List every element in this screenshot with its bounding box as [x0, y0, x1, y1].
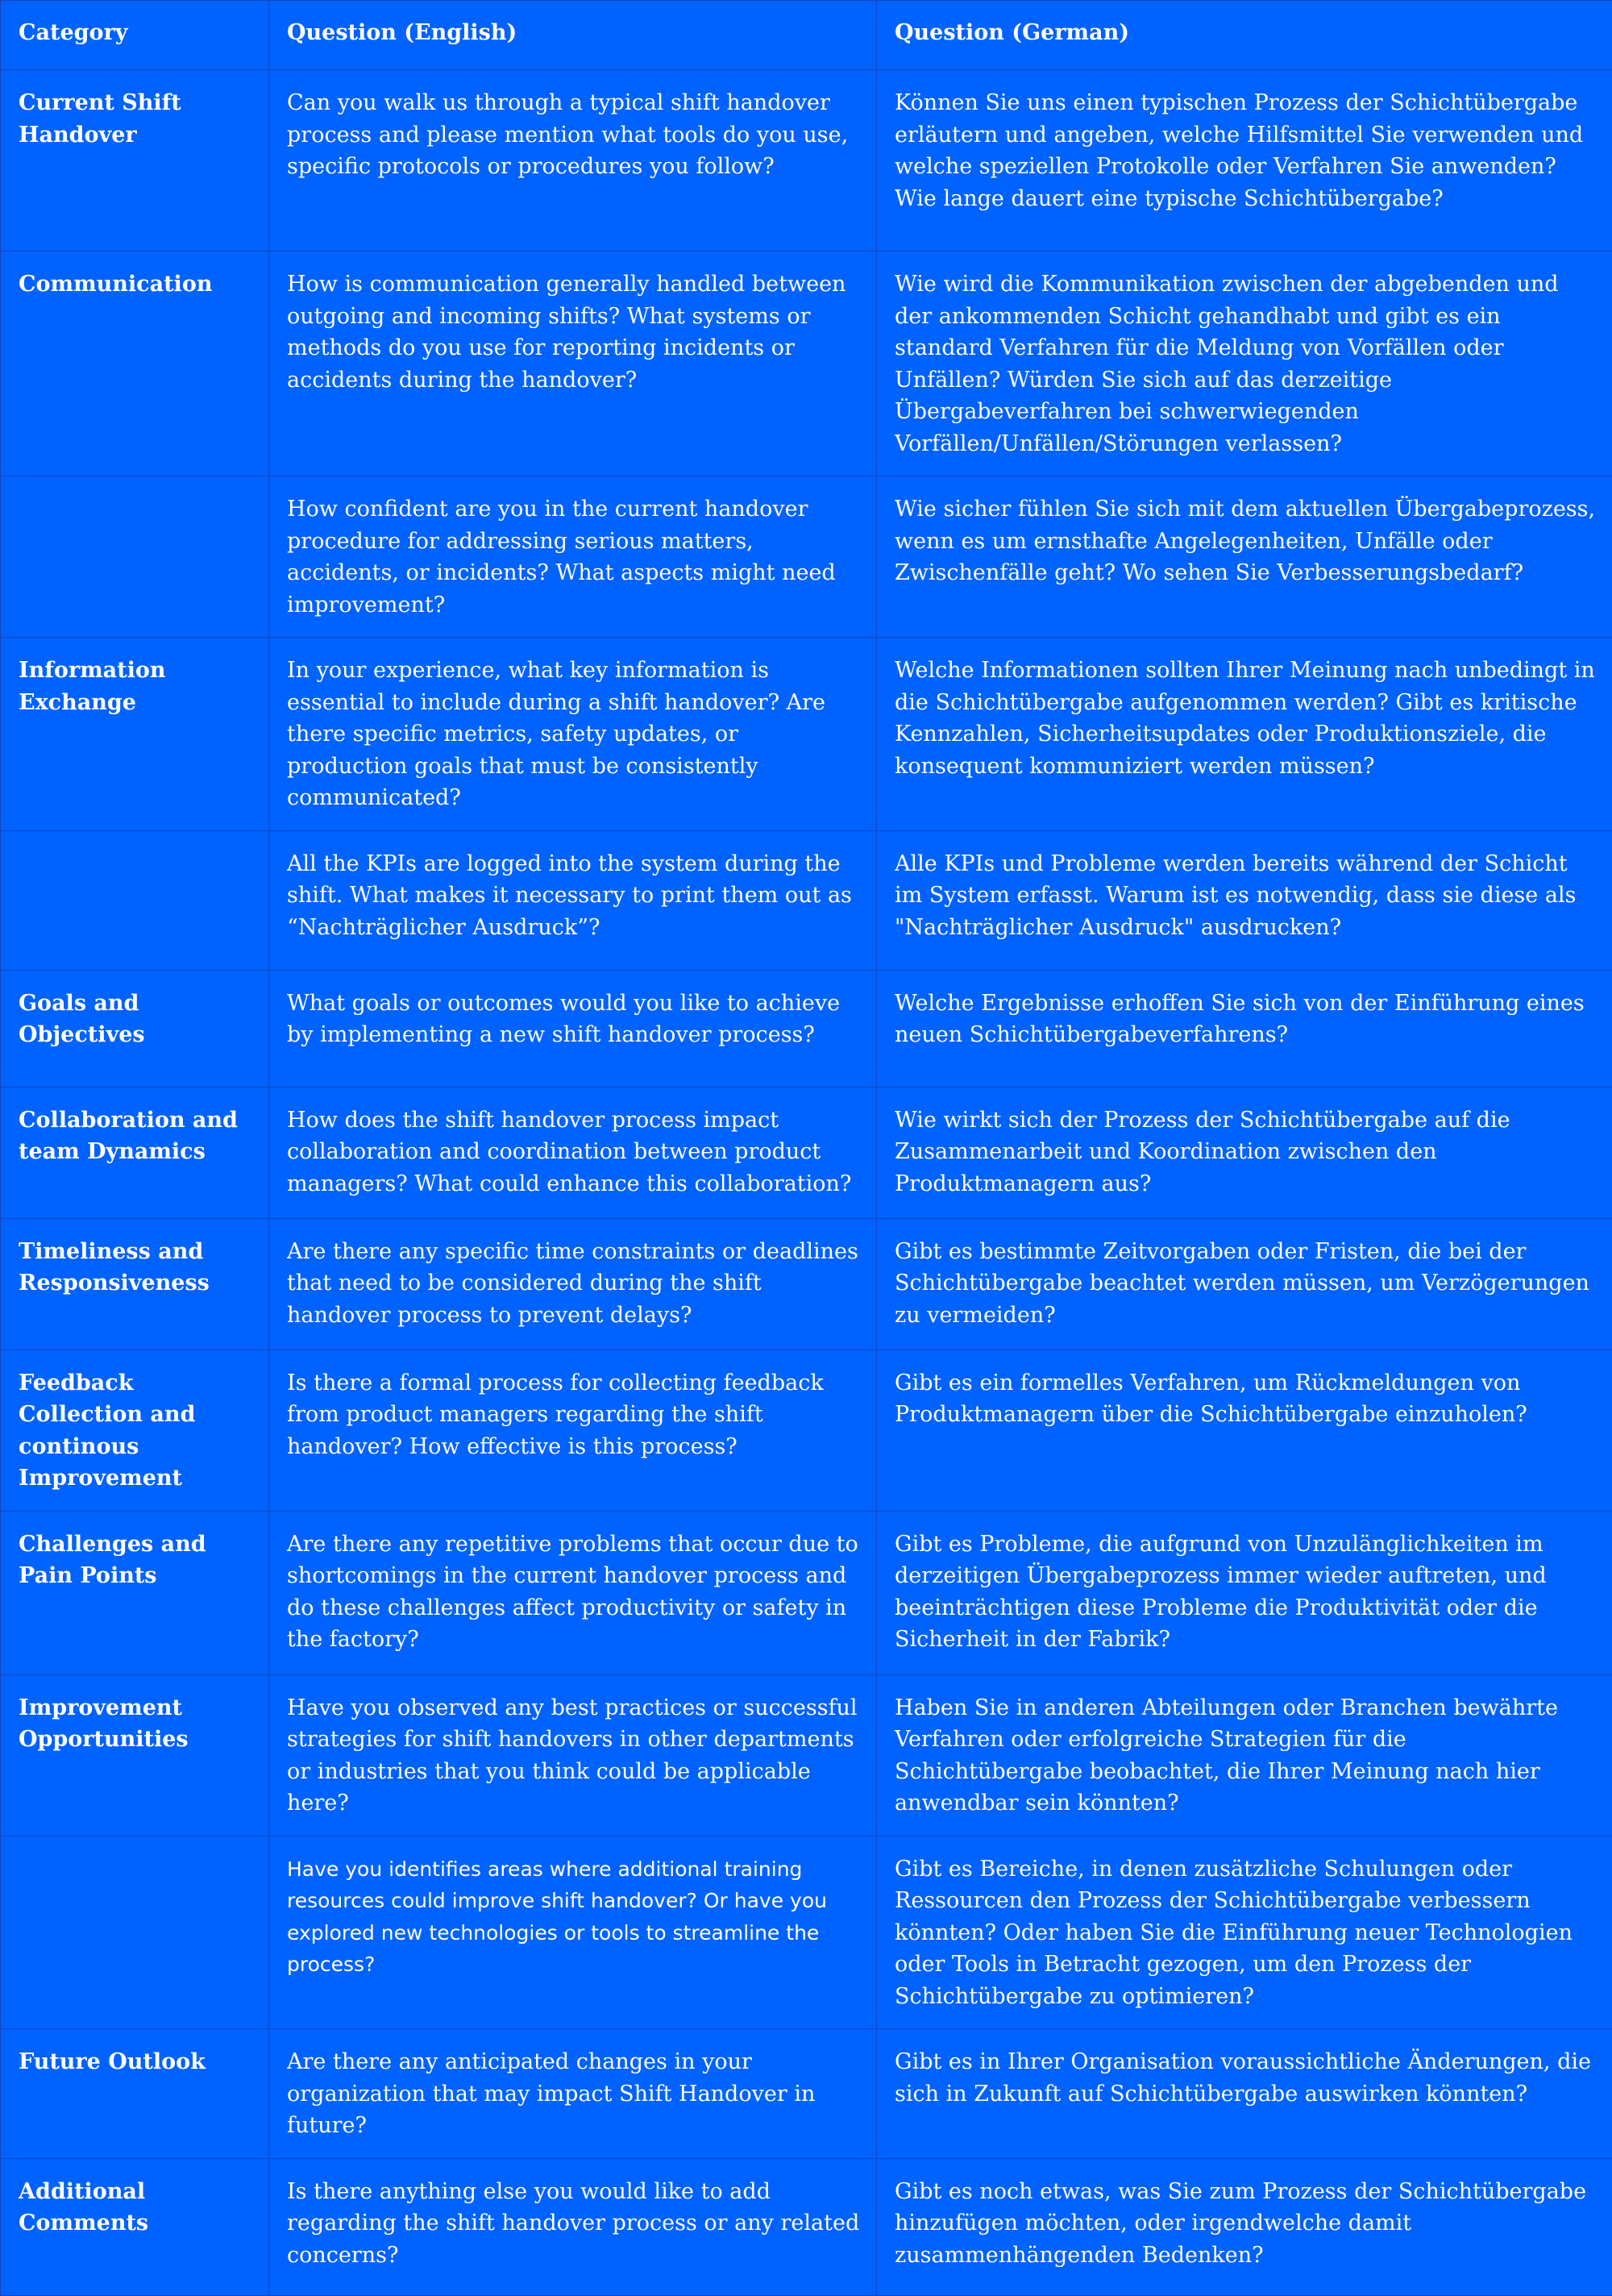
table-row	[1, 1511, 1612, 1674]
question-english-cell: Have you observed any best practices or successful strategies for shift handovers in other departments or industries that you think could be applicable here?	[269, 1674, 877, 1836]
header-row	[1, 1, 1612, 70]
question-english-cell: How does the shift handover process impact collaboration and coordination between product managers? What could enhance this collaboration?	[269, 1087, 877, 1218]
category-cell: Feedback Collection and continous Improvement	[1, 1350, 269, 1511]
category-cell: Improvement Opportunities	[1, 1674, 269, 1836]
question-german-cell: Gibt es in Ihrer Organisation voraussichtliche Änderungen, die sich in Zukunft auf Schichtübergabe auswirken könnten?	[877, 2029, 1612, 2159]
question-german-cell: Welche Informationen sollten Ihrer Meinung nach unbedingt in die Schichtübergabe aufgenommen werden? Gibt es kritische Kennzahlen, Sicherheitsupdates oder Produktionsziele, die konsequent kommuniziert werden müssen?	[877, 638, 1612, 831]
question-english-cell: How confident are you in the current handover procedure for addressing serious matters, accidents, or incidents? What aspects might need improvement?	[269, 476, 877, 638]
table-row	[1, 1087, 1612, 1218]
table-row	[1, 638, 1612, 831]
category-cell: Timeliness and Responsiveness	[1, 1218, 269, 1350]
category-cell: Information Exchange	[1, 638, 269, 831]
table-row	[1, 970, 1612, 1087]
question-english-cell: How is communication generally handled between outgoing and incoming shifts? What systems or methods do you use for reporting incidents or accidents during the handover?	[269, 252, 877, 476]
category-cell: Challenges and Pain Points	[1, 1511, 269, 1674]
question-english-cell: All the KPIs are logged into the system during the shift. What makes it necessary to print them out as “Nachträglicher Ausdruck”?	[269, 830, 877, 970]
category-cell: Collaboration and team Dynamics	[1, 1087, 269, 1218]
question-english-cell: Have you identifies areas where additional training resources could improve shift handover? Or have you explored new technologies or tools to streamline the process?	[269, 1836, 877, 2029]
question-german-cell: Gibt es ein formelles Verfahren, um Rückmeldungen von Produktmanagern über die Schichtübergabe einzuholen?	[877, 1350, 1612, 1511]
question-english-cell: Is there a formal process for collecting feedback from product managers regarding the shift handover? How effective is this process?	[269, 1350, 877, 1511]
table-row	[1, 1350, 1612, 1511]
question-german-cell: Gibt es noch etwas, was Sie zum Prozess der Schichtübergabe hinzufügen möchten, oder irgendwelche damit zusammenhängenden Bedenken?	[877, 2158, 1612, 2295]
question-english-cell: Are there any specific time constraints or deadlines that need to be considered during the shift handover process to prevent delays?	[269, 1218, 877, 1350]
question-german-cell: Alle KPIs und Probleme werden bereits während der Schicht im System erfasst. Warum ist es notwendig, dass sie diese als "Nachträglicher Ausdruck" ausdrucken?	[877, 830, 1612, 970]
question-english-cell: What goals or outcomes would you like to achieve by implementing a new shift handover process?	[269, 970, 877, 1087]
category-cell: Current Shift Handover	[1, 70, 269, 252]
header-question-english: Question (English)	[269, 1, 877, 70]
table-row	[1, 1218, 1612, 1350]
category-cell: Future Outlook	[1, 2029, 269, 2159]
table-row	[1, 2158, 1612, 2295]
question-english-cell: Are there any anticipated changes in your organization that may impact Shift Handover in future?	[269, 2029, 877, 2159]
table-row	[1, 252, 1612, 476]
category-cell: Additional Comments	[1, 2158, 269, 2295]
header-question-german: Question (German)	[877, 1, 1612, 70]
category-cell	[1, 830, 269, 970]
question-english-cell: Are there any repetitive problems that occur due to shortcomings in the current handover process and do these challenges affect productivity or safety in the factory?	[269, 1511, 877, 1674]
category-cell: Communication	[1, 252, 269, 476]
category-cell	[1, 1836, 269, 2029]
question-german-cell: Gibt es Bereiche, in denen zusätzliche Schulungen oder Ressourcen den Prozess der Schichtübergabe verbessern könnten? Oder haben Sie die Einführung neuer Technologien oder Tools in Betracht gezogen, um den Prozess der Schichtübergabe zu optimieren?	[877, 1836, 1612, 2029]
question-german-cell: Wie wirkt sich der Prozess der Schichtübergabe auf die Zusammenarbeit und Koordination zwischen den Produktmanagern aus?	[877, 1087, 1612, 1218]
question-german-cell: Können Sie uns einen typischen Prozess der Schichtübergabe erläutern und angeben, welche Hilfsmittel Sie verwenden und welche speziellen Protokolle oder Verfahren Sie anwenden? Wie lange dauert eine typische Schichtübergabe?	[877, 70, 1612, 252]
question-english-cell: In your experience, what key information is essential to include during a shift handover? Are there specific metrics, safety updates, or production goals that must be consistently communicated?	[269, 638, 877, 831]
category-cell: Goals and Objectives	[1, 970, 269, 1087]
question-german-cell: Wie wird die Kommunikation zwischen der abgebenden und der ankommenden Schicht gehandhabt und gibt es ein standard Verfahren für die Meldung von Vorfällen oder Unfällen? Würden Sie sich auf das derzeitige Übergabeverfahren bei schwerwiegenden Vorfällen/Unfällen/Störungen verlassen?	[877, 252, 1612, 476]
question-german-cell: Wie sicher fühlen Sie sich mit dem aktuellen Übergabeprozess, wenn es um ernsthafte Angelegenheiten, Unfälle oder Zwischenfälle geht? Wo sehen Sie Verbesserungsbedarf?	[877, 476, 1612, 638]
table-row	[1, 1836, 1612, 2029]
question-english-cell: Is there anything else you would like to add regarding the shift handover process or any related concerns?	[269, 2158, 877, 2295]
table-row	[1, 830, 1612, 970]
question-german-cell: Gibt es Probleme, die aufgrund von Unzulänglichkeiten im derzeitigen Übergabeprozess immer wieder auftreten, und beeinträchtigen diese Probleme die Produktivität oder die Sicherheit in der Fabrik?	[877, 1511, 1612, 1674]
table-row	[1, 2029, 1612, 2159]
category-cell	[1, 476, 269, 638]
header-category: Category	[1, 1, 269, 70]
question-german-cell: Haben Sie in anderen Abteilungen oder Branchen bewährte Verfahren oder erfolgreiche Strategien für die Schichtübergabe beobachtet, die Ihrer Meinung nach hier anwendbar sein könnten?	[877, 1674, 1612, 1836]
table-row	[1, 476, 1612, 638]
question-german-cell: Welche Ergebnisse erhoffen Sie sich von der Einführung eines neuen Schichtübergabeverfahrens?	[877, 970, 1612, 1087]
question-german-cell: Gibt es bestimmte Zeitvorgaben oder Fristen, die bei der Schichtübergabe beachtet werden müssen, um Verzögerungen zu vermeiden?	[877, 1218, 1612, 1350]
question-english-cell: Can you walk us through a typical shift handover process and please mention what tools do you use, specific protocols or procedures you follow?	[269, 70, 877, 252]
table-row	[1, 1674, 1612, 1836]
table-row	[1, 70, 1612, 252]
